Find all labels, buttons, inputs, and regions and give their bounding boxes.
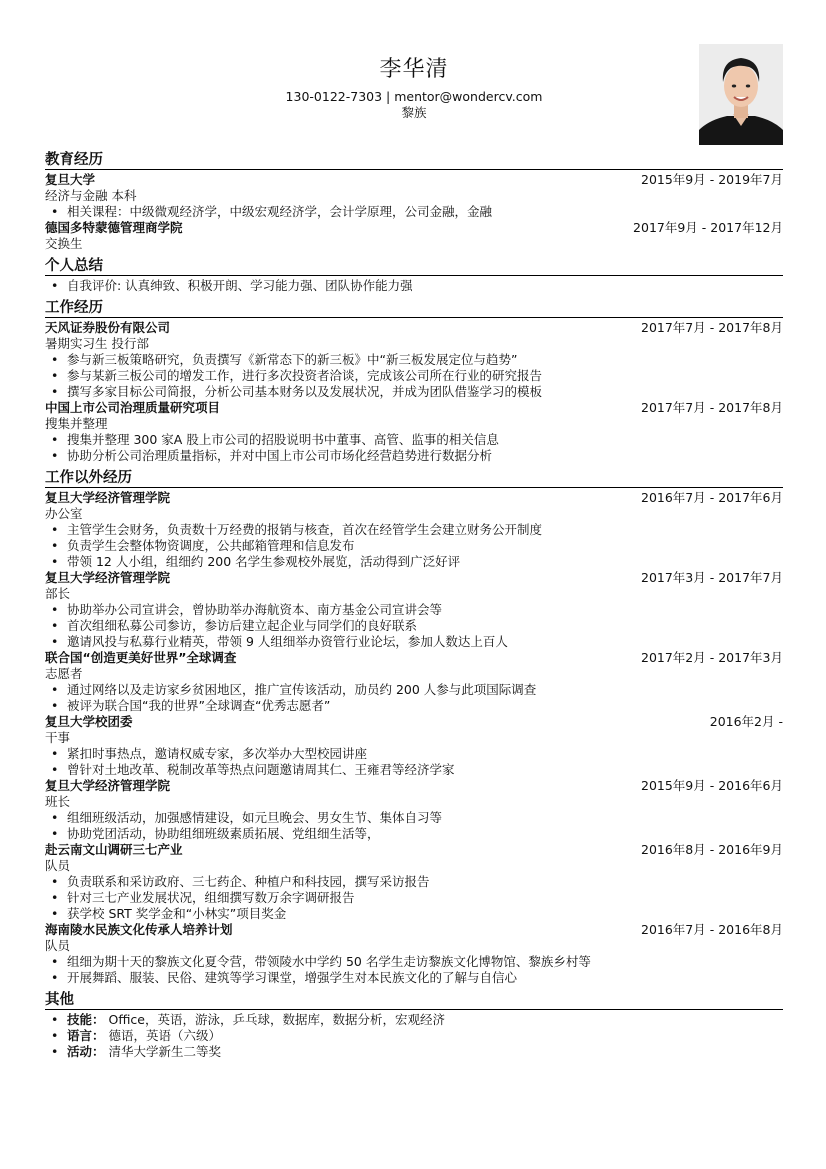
entry-date: 2017年2月 - 2017年3月 [641, 650, 783, 665]
list-item: • 邀请风投与私募行业精英，带领 9 人组细举办资管行业论坛，参加人数达上百人 [45, 634, 783, 650]
list-item: • 被评为联合国“我的世界”全球调查“优秀志愿者” [45, 698, 783, 714]
section-extracurricular [45, 470, 783, 986]
section-title: 教育经历 [45, 152, 783, 170]
entry-extra-1 [45, 490, 783, 570]
list-item [45, 1012, 783, 1028]
list-item: • 协助分析公司治理质量指标，并对中国上市公司市场化经营趋势进行数据分析 [45, 448, 783, 464]
entry-role: 队员 [45, 858, 71, 873]
list-item: • 协助党团活动，协助组细班级素质拓展、党组细生活等， [45, 826, 783, 842]
entry-role: 志愿者 [45, 666, 83, 681]
list-item: • 负责学生会整体物资调度，公共邮箱管理和信息发布 [45, 538, 783, 554]
entry-org: 复旦大学经济管理学院 [45, 570, 171, 585]
entry-org: 复旦大学校团委 [45, 714, 133, 729]
entry-extra-6 [45, 842, 783, 922]
entry-extra-7 [45, 922, 783, 986]
list-item [45, 1044, 783, 1060]
entry-org: 联合国“创造更美好世界”全球调查 [45, 650, 237, 665]
list-item: • 负责联系和采访政府、三七药企、种植户和科技园，撰写采访报告 [45, 874, 783, 890]
entry-extra-4 [45, 714, 783, 778]
entry-extra-5 [45, 778, 783, 842]
entry-org: 复旦大学经济管理学院 [45, 490, 171, 505]
entry-date: 2016年2月 - [709, 714, 783, 729]
ethnicity: 黎族 [401, 105, 427, 120]
list-item: • 相关课程：中级微观经济学，中级宏观经济学，会计学原理，公司金融，金融 [45, 204, 783, 220]
entry-date: 2017年7月 - 2017年8月 [641, 320, 783, 335]
activities-label: 活动： [67, 1044, 105, 1059]
entry-role: 办公室 [45, 506, 83, 521]
resume-page [45, 0, 783, 1169]
entry-role: 班长 [45, 794, 71, 809]
entry-role: 干事 [45, 730, 71, 745]
entry-role: 经济与金融 本科 [45, 188, 137, 203]
entry-org: 复旦大学经济管理学院 [45, 778, 171, 793]
skills-label: 技能： [67, 1012, 105, 1027]
list-item: • 开展舞蹈、服装、民俗、建筑等学习课堂，增强学生对本民族文化的了解与自信心 [45, 970, 783, 986]
list-item: • 主管学生会财务，负责数十万经费的报销与核查，首次在经管学生会建立财务公开制度 [45, 522, 783, 538]
entry-date: 2015年9月 - 2016年6月 [641, 778, 783, 793]
list-item: • 协助举办公司宣讲会，曾协助举办海航资本、南方基金公司宣讲会等 [45, 602, 783, 618]
contact-info: 130-0122-7303 | mentor@wondercv.com [285, 89, 543, 104]
entry-role: 暑期实习生 投行部 [45, 336, 149, 351]
entry-date: 2016年7月 - 2016年8月 [641, 922, 783, 937]
list-item: • 通过网络以及走访家乡贫困地区，推广宣传该活动，劢员约 200 人参与此项国际调查 [45, 682, 783, 698]
entry-org: 赴云南文山调研三七产业 [45, 842, 183, 857]
entry-role: 部长 [45, 586, 71, 601]
resume-header [45, 56, 783, 121]
section-education [45, 152, 783, 252]
languages-label: 语言： [67, 1028, 105, 1043]
entry-role: 搜集并整理 [45, 416, 108, 431]
entry-date: 2015年9月 - 2019年7月 [641, 172, 783, 187]
list-item: • 曾针对土地改革、税制改革等热点问题邀请周其仁、王雍君等经济学家 [45, 762, 783, 778]
entry-date: 2017年7月 - 2017年8月 [641, 400, 783, 415]
section-summary [45, 258, 783, 294]
section-title: 工作经历 [45, 300, 783, 318]
entry-education-1 [45, 172, 783, 220]
list-item: • 组细班级活动，加强感情建设，如元旦晚会、男女生节、集体自习等 [45, 810, 783, 826]
list-item: • 自我评价: 认真绅致、积极开朗、学习能力强、团队协作能力强 [45, 278, 783, 294]
entry-org: 中国上市公司治理质量研究项目 [45, 400, 221, 415]
entry-role: 交换生 [45, 236, 83, 251]
entry-extra-3 [45, 650, 783, 714]
languages-text: 德语，英语（六级） [108, 1028, 222, 1043]
list-item: • 针对三七产业发展状况，组细撰写数万余字调研报告 [45, 890, 783, 906]
section-work [45, 300, 783, 464]
entry-org: 海南陵水民族文化传承人培养计划 [45, 922, 233, 937]
list-item: • 带领 12 人小组，组细约 200 名学生参观校外展览，活动得到广泛好评 [45, 554, 783, 570]
resume-content [45, 150, 783, 1060]
entry-date: 2016年7月 - 2017年6月 [641, 490, 783, 505]
activities-text: 清华大学新生二等奖 [108, 1044, 222, 1059]
list-item: • 首次组细私募公司参访，参访后建立起企业与同学们的良好联系 [45, 618, 783, 634]
entry-role: 队员 [45, 938, 71, 953]
entry-org: 天风证券股份有限公司 [45, 320, 171, 335]
entry-date: 2017年3月 - 2017年7月 [641, 570, 783, 585]
entry-work-1 [45, 320, 783, 400]
list-item: • 参与某新三板公司的增发工作，进行多次投资者洽谈，完成该公司所在行业的研究报告 [45, 368, 783, 384]
entry-org: 复旦大学 [45, 172, 96, 187]
list-item [45, 1028, 783, 1044]
entry-org: 德国多特蒙德管理商学院 [45, 220, 183, 235]
entry-date: 2016年8月 - 2016年9月 [641, 842, 783, 857]
skills-text: Office，英语，游泳，乒乓球，数据库，数据分析，宏观经济 [108, 1012, 445, 1027]
list-item: • 获学校 SRT 奖学金和“小林实”项目奖金 [45, 906, 783, 922]
list-item: • 撰写多家目标公司简报，分析公司基本财务以及发展状况，并成为团队借鉴学习的模板 [45, 384, 783, 400]
section-title: 其他 [45, 992, 783, 1010]
list-item: • 参与新三板策略研究，负责撰写《新常态下的新三板》中“新三板发展定位与趋势” [45, 352, 783, 368]
section-other [45, 992, 783, 1060]
entry-date: 2017年9月 - 2017年12月 [633, 220, 783, 235]
list-item: • 紧扣时事热点，邀请权威专家，多次举办大型校园讲座 [45, 746, 783, 762]
section-title: 工作以外经历 [45, 470, 783, 488]
entry-education-2 [45, 220, 783, 252]
entry-extra-2 [45, 570, 783, 650]
section-title: 个人总结 [45, 258, 783, 276]
profile-photo [699, 44, 783, 145]
candidate-name: 李华清 [379, 57, 449, 82]
list-item: • 搜集并整理 300 家A 股上市公司的招股说明书中董事、高管、监事的相关信息 [45, 432, 783, 448]
profile-photo-icon [699, 44, 783, 145]
entry-work-2 [45, 400, 783, 464]
list-item: • 组细为期十天的黎族文化夏令营，带领陵水中学约 50 名学生走访黎族文化博物馆、黎族乡村等 [45, 954, 783, 970]
